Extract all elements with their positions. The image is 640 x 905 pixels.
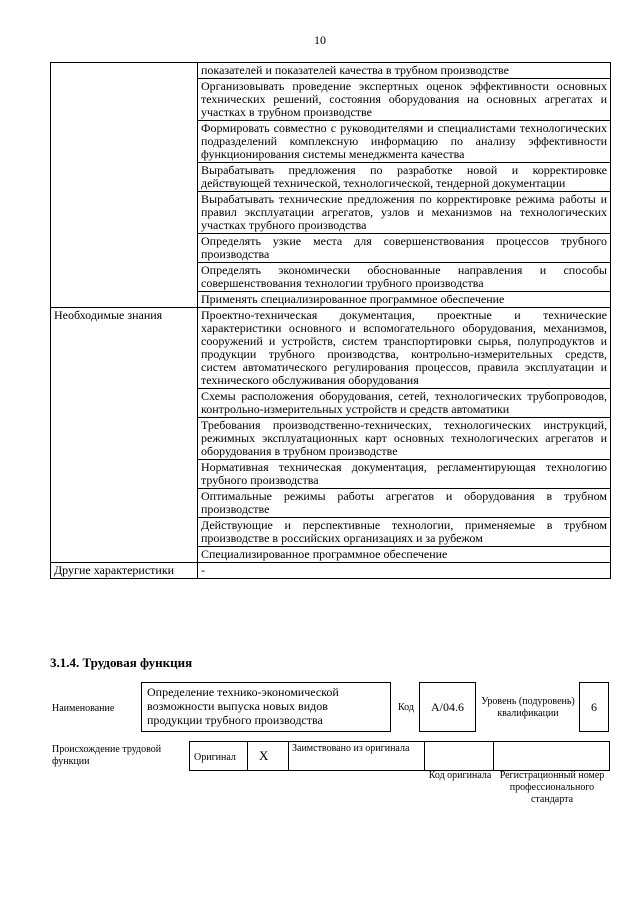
- origin-divider-4: [493, 741, 494, 771]
- row-label: Другие характеристики: [51, 563, 198, 579]
- function-name-value: Определение технико-экономической возможности выпуска новых видов продукции трубного производства: [147, 685, 339, 727]
- level-value: 6: [591, 699, 597, 714]
- table-cell: Определять экономически обоснованные направления и способы совершенствования технологии трубного производства: [198, 263, 611, 292]
- name-label: Наименование: [52, 703, 115, 714]
- function-name-box: [141, 682, 391, 732]
- table-cell: показателей и показателей качества в трубном производстве: [198, 63, 611, 79]
- table-row: [51, 308, 611, 389]
- origin-divider-2: [288, 741, 289, 771]
- original-label: Оригинал: [194, 752, 236, 763]
- reg-number-caption: Регистрационный номер профессионального стандарта: [499, 770, 605, 805]
- table-row: [51, 563, 611, 579]
- table-cell: Оптимальные режимы работы агрегатов и оборудования в трубном производстве: [198, 489, 611, 518]
- code-original-caption: Код оригинала: [428, 770, 492, 781]
- origin-label: Происхождение трудовой функции: [52, 744, 162, 767]
- original-mark: X: [259, 748, 269, 763]
- table-cell: Требования производственно-технических, технологических инструкций, режимных эксплуатационных карт основных технологических агрегатов и оборудования в трубном производстве: [198, 418, 611, 460]
- row-label: [51, 63, 198, 308]
- table-cell: Вырабатывать технические предложения по корректировке режима работы и правил эксплуатации агрегатов, узлов и механизмов на технологических участках трубного производства: [198, 192, 611, 234]
- code-label: Код: [398, 702, 414, 713]
- table-cell: Схемы расположения оборудования, сетей, технологических трубопроводов, контрольно-измерительных устройств и средств автоматики: [198, 389, 611, 418]
- table-cell: -: [198, 563, 611, 579]
- origin-divider-1: [247, 741, 248, 771]
- table-cell: Применять специализированное программное обеспечение: [198, 292, 611, 308]
- page-number: 10: [314, 33, 326, 47]
- table-cell: Действующие и перспективные технологии, применяемые в трубном производстве в российских организациях и за рубежом: [198, 518, 611, 547]
- row-label: Необходимые знания: [51, 308, 198, 563]
- table-row: [51, 63, 611, 79]
- table-cell: Проектно-техническая документация, проектные и технические характеристики основного и вспомогательного оборудования, механизмов, сооружений и устройств, систем транспортировки сырья, полупродуктов и продукции трубного производства, контрольно-измерительных средств, систем автоматического регулирования процессов, правила эксплуатации и технического обслуживания оборудования: [198, 308, 611, 389]
- table-cell: Нормативная техническая документация, регламентирующая технологию трубного производства: [198, 460, 611, 489]
- function-code-value: A/04.6: [431, 699, 464, 714]
- table-cell: Вырабатывать предложения по разработке новой и корректировке действующей технической, технологической, тендерной документации: [198, 163, 611, 192]
- function-code-box: [419, 682, 476, 732]
- section-title: 3.1.4. Трудовая функция: [50, 655, 193, 670]
- borrowed-label: Заимствовано из оригинала: [292, 743, 410, 754]
- table-cell: Специализированное программное обеспечение: [198, 547, 611, 563]
- competency-table: [50, 62, 611, 579]
- table-cell: Организовывать проведение экспертных оценок эффективности основных технических решений, состояния оборудования на основных агрегатах и участках в трубном производстве: [198, 79, 611, 121]
- level-label: Уровень (подуровень) квалификации: [481, 696, 575, 719]
- table-cell: Определять узкие места для совершенствования процессов трубного производства: [198, 234, 611, 263]
- level-box: [579, 682, 609, 732]
- table-cell: Формировать совместно с руководителями и специалистами технологических подразделений комплексную информацию по анализу эффективности функционирования системы менеджмента качества: [198, 121, 611, 163]
- origin-divider-3: [424, 741, 425, 771]
